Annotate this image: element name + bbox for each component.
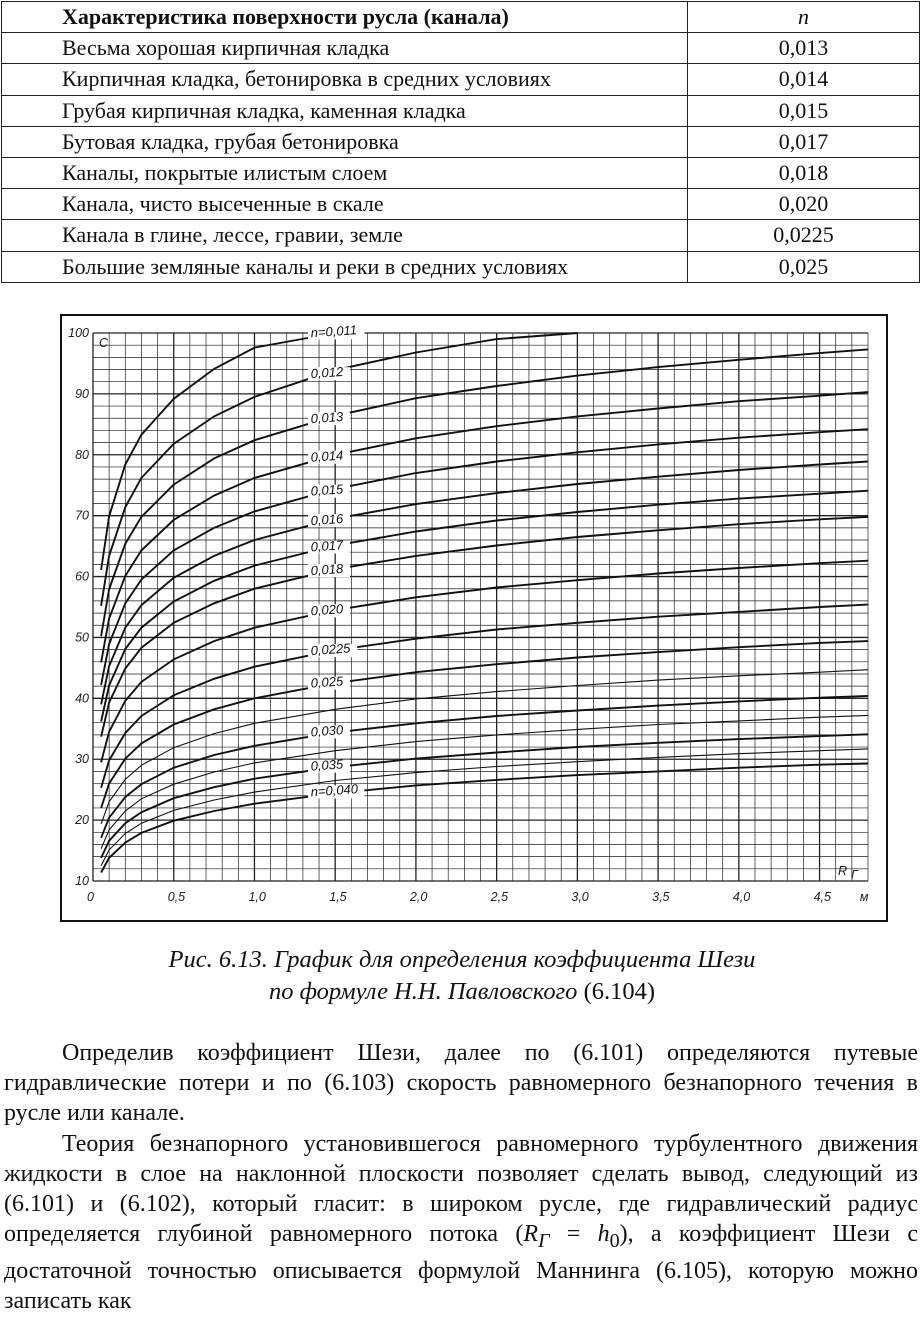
y-tick-label: 60 (75, 569, 89, 584)
x-axis-unit: м (859, 890, 869, 904)
curve-label: 0,030 (310, 722, 344, 740)
paragraph-1: Определив коэффициент Шези, далее по (6.101) определяются путевые гидравлические потери и по (6.103) скорость равномерного безнапорного течения в русле или канале. (4, 1040, 918, 1127)
paragraph-2-part-a: Теория безнапорного установившегося равномерного турбулентного движения жидкости в слое на наклонной плоскости позволяет сделать вывод, следующий из (6.101) и (6.102), который гласит: в широком русле, где гидравлический радиус определяется глубиной равномерного потока ( (4, 1130, 918, 1248)
formula-h: h (597, 1221, 610, 1248)
curve-label: 0,017 (310, 537, 344, 555)
y-tick-label: 40 (75, 691, 89, 706)
curve-label: 0,020 (310, 601, 344, 619)
x-tick-label: 3,5 (652, 890, 670, 904)
curve-label: 0,025 (310, 673, 344, 691)
y-tick-label: 100 (68, 326, 89, 340)
formula-r-sub: Г (538, 1230, 550, 1253)
y-tick-label: 30 (75, 752, 89, 767)
row-label: Канала в глине, лессе, гравии, земле (2, 220, 688, 251)
body-text (4, 1038, 918, 1317)
table-row (2, 95, 920, 126)
curve-label: n=0,011 (310, 322, 358, 341)
y-axis-label: C (99, 336, 109, 350)
row-n: 0,014 (688, 64, 920, 95)
row-n: 0,017 (688, 126, 920, 157)
header-surface: Характеристика поверхности русла (канала) (2, 2, 688, 33)
x-tick-label: 3,0 (571, 890, 589, 904)
curve-label: 0,014 (310, 447, 344, 465)
table-header-row (2, 2, 920, 33)
row-label: Кирпичная кладка, бетонировка в средних условиях (2, 64, 688, 95)
x-axis-label: R (838, 864, 848, 878)
x-tick-label: 1,5 (329, 890, 347, 904)
curve-label: 0,012 (310, 363, 344, 382)
row-n: 0,025 (688, 251, 920, 282)
y-tick-label: 70 (75, 508, 89, 523)
caption-line-2-text: по формуле Н.Н. Павловского (268, 978, 578, 1005)
roughness-table (1, 1, 920, 283)
caption-ref: (6.104) (583, 978, 656, 1005)
chezy-chart (60, 314, 888, 922)
formula-r: R (523, 1221, 539, 1248)
x-axis-label-sub: Г (851, 868, 858, 882)
formula-eq: = (549, 1221, 598, 1248)
x-tick-label: 0,5 (167, 890, 186, 904)
table-row (2, 220, 920, 251)
x-tick-label: 0 (87, 890, 94, 904)
row-label: Грубая кирпичная кладка, каменная кладка (2, 95, 688, 126)
x-tick-label: 4,5 (813, 890, 831, 904)
x-tick-label: 4,0 (732, 890, 751, 904)
paragraph-2 (4, 1129, 918, 1317)
row-label: Большие земляные каналы и реки в средних условиях (2, 251, 688, 282)
table-row (2, 126, 920, 157)
y-tick-label: 20 (75, 813, 89, 828)
row-label: Бутовая кладка, грубая бетонировка (2, 126, 688, 157)
table-row (2, 33, 920, 64)
curve-label: 0,015 (310, 481, 344, 499)
table-row (2, 251, 920, 282)
y-tick-label: 80 (75, 447, 89, 462)
caption-line-1: Рис. 6.13. График для определения коэффициента Шези (168, 946, 756, 973)
row-n: 0,0225 (688, 220, 920, 251)
row-n: 0,015 (688, 95, 920, 126)
curve-label: 0,013 (310, 408, 344, 427)
curve-label: n=0,040 (310, 781, 359, 800)
curve-label: 0,035 (310, 756, 344, 774)
table-row (2, 189, 920, 220)
row-label: Весьма хорошая кирпичная кладка (2, 33, 688, 64)
formula-h-sub: 0 (609, 1230, 620, 1253)
row-label: Каналы, покрытые илистым слоем (2, 157, 688, 188)
row-n: 0,018 (688, 157, 920, 188)
table-row (2, 64, 920, 95)
caption-line-2 (0, 976, 924, 1008)
curve-label: 0,0225 (310, 640, 351, 659)
row-n: 0,020 (688, 189, 920, 220)
x-tick-label: 1,0 (248, 890, 266, 904)
curve-label: 0,016 (310, 510, 344, 529)
table-row (2, 157, 920, 188)
y-tick-label: 50 (75, 630, 89, 645)
curve-label: 0,018 (310, 560, 344, 579)
y-tick-label: 10 (75, 874, 89, 888)
y-tick-label: 90 (75, 386, 89, 401)
paragraph-2-part-b: ), а коэффициент Шези с достаточной точностью описывается формулой Маннинга (6.105), которую можно записать как (4, 1221, 918, 1315)
row-label: Канала, чисто высеченные в скале (2, 189, 688, 220)
row-n: 0,013 (688, 33, 920, 64)
figure-caption (0, 944, 924, 1008)
chart-svg (60, 314, 888, 922)
header-n: n (688, 2, 920, 33)
x-tick-label: 2,0 (409, 890, 428, 904)
x-tick-label: 2,5 (490, 890, 509, 904)
